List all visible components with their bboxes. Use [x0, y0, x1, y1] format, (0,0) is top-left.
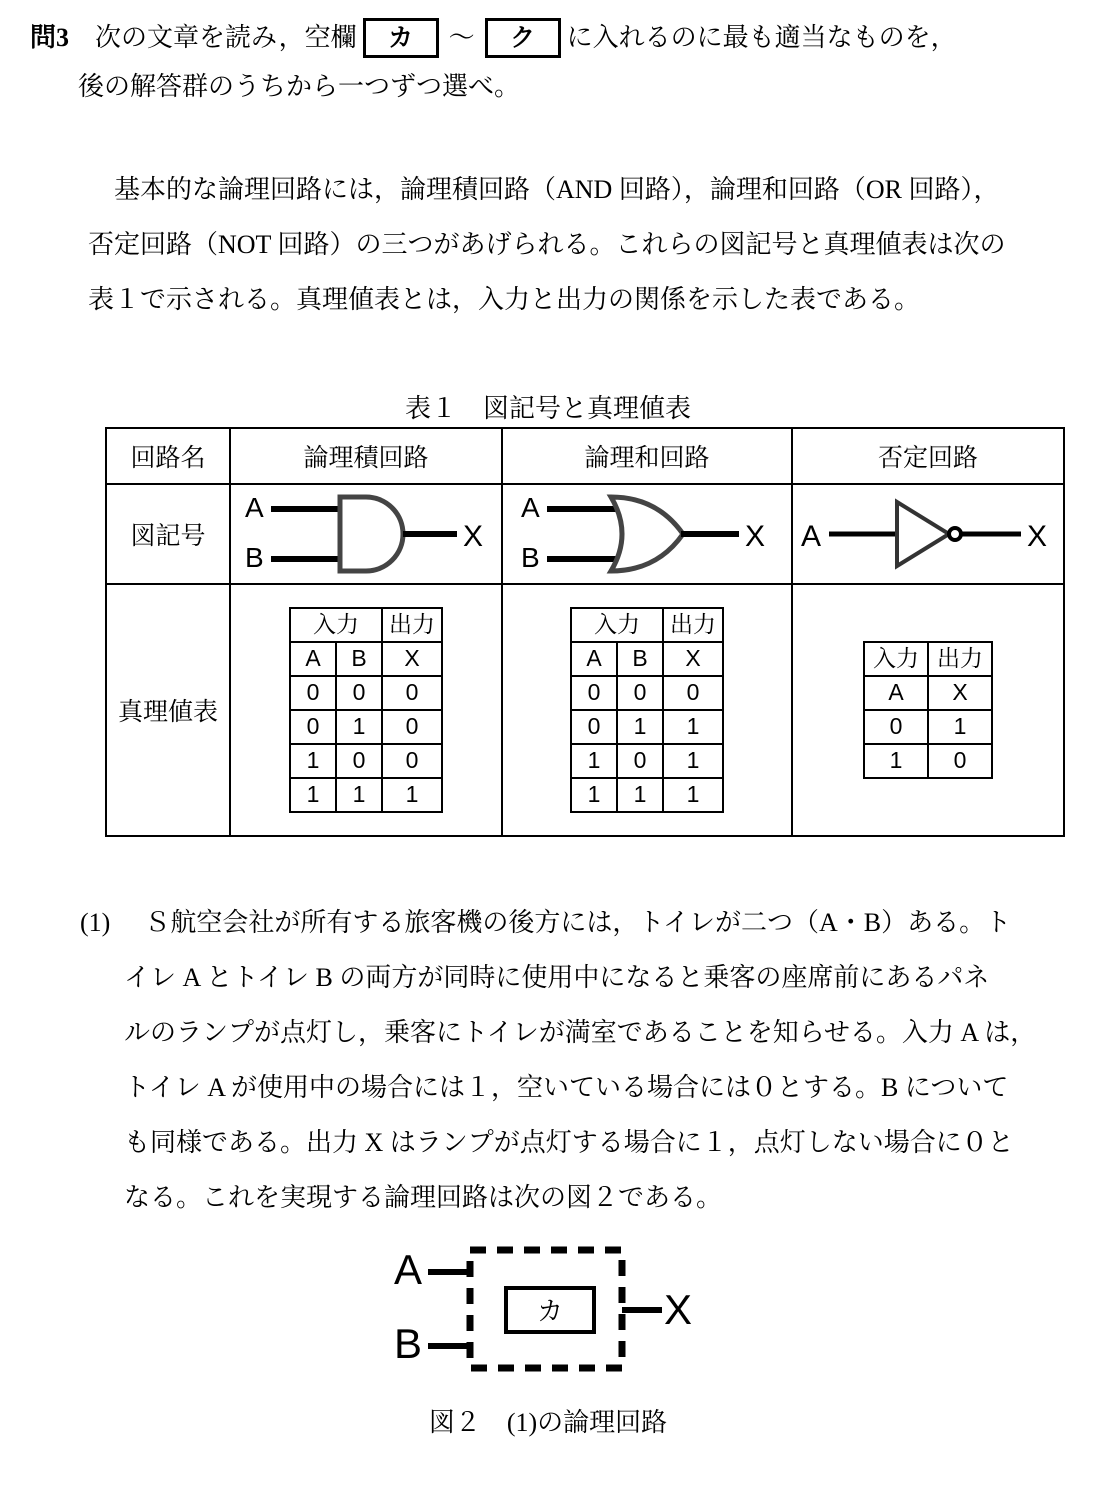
- tt-cell: 1: [571, 778, 617, 812]
- tt-cell: 1: [928, 710, 992, 744]
- tt-cell: 1: [290, 778, 336, 812]
- tt-cell: 1: [382, 778, 442, 812]
- tt-header-input: 入力: [290, 608, 382, 642]
- tt-cell: 0: [382, 744, 442, 778]
- tt-col-x: X: [928, 676, 992, 710]
- tt-col-x: X: [663, 642, 723, 676]
- tt-cell: 0: [571, 710, 617, 744]
- tt-cell: 1: [617, 710, 663, 744]
- tt-header-output: 出力: [663, 608, 723, 642]
- tt-cell: 0: [382, 710, 442, 744]
- question-text-after-blank: に入れるのに最も適当なものを，: [566, 23, 957, 52]
- table1: [105, 427, 1065, 837]
- and-gate-icon: [235, 489, 497, 579]
- tt-header-row: [571, 608, 723, 642]
- tt-col-x: X: [382, 642, 442, 676]
- tt-col-a: A: [290, 642, 336, 676]
- tt-row: [571, 710, 723, 744]
- tt-col-row: [864, 676, 992, 710]
- tt-header-input: 入力: [571, 608, 663, 642]
- figure2-input-a-label: A: [394, 1246, 423, 1293]
- answer-blank-ku[interactable]: ク: [485, 18, 561, 58]
- tt-row: [571, 676, 723, 710]
- tt-cell: 1: [290, 744, 336, 778]
- not-input-a-label: A: [801, 520, 822, 553]
- tt-row: [864, 744, 992, 778]
- section1-marker: (1): [80, 908, 111, 937]
- table1-col-header-and: 論理積回路: [230, 428, 502, 484]
- figure2-output-x-label: X: [664, 1286, 693, 1333]
- table1-caption: 表１ 図記号と真理値表: [404, 394, 691, 423]
- and-gate-diagram: [231, 485, 501, 583]
- tt-cell: 0: [663, 676, 723, 710]
- or-gate-diagram: [503, 485, 791, 583]
- or-truth-table-cell: [502, 584, 792, 836]
- intro-line-2: 否定回路（NOT 回路）の三つがあげられる。これらの図記号と真理値表は次の: [88, 230, 1006, 259]
- tt-cell: 1: [336, 710, 382, 744]
- tt-cell: 1: [864, 744, 928, 778]
- and-output-x-label: X: [463, 520, 484, 553]
- tt-cell: 0: [864, 710, 928, 744]
- tt-row: [571, 778, 723, 812]
- tt-cell: 1: [663, 710, 723, 744]
- section1-line-6: なる。これを実現する論理回路は次の図２である。: [124, 1183, 723, 1212]
- tt-cell: 1: [663, 744, 723, 778]
- tt-row: [290, 676, 442, 710]
- question-heading-line1: [30, 14, 1070, 62]
- not-gate-icon: [797, 489, 1059, 579]
- section1-line-4: トイレ A が使用中の場合には１，空いている場合には０とする。B について: [124, 1073, 1009, 1102]
- tt-col-b: B: [336, 642, 382, 676]
- and-truth-table: [289, 607, 443, 813]
- tt-header-output: 出力: [928, 642, 992, 676]
- tt-cell: 0: [290, 676, 336, 710]
- tt-row: [290, 778, 442, 812]
- section1-line-5: も同様である。出力 X はランプが点灯する場合に１，点灯しない場合に０と: [124, 1128, 1014, 1157]
- or-input-b-label: B: [521, 542, 540, 573]
- intro-paragraph: [88, 162, 1005, 327]
- tt-col-a: A: [571, 642, 617, 676]
- or-output-x-label: X: [745, 520, 766, 553]
- tt-cell: 0: [290, 710, 336, 744]
- tt-cell: 1: [617, 778, 663, 812]
- tt-header-row: [864, 642, 992, 676]
- table1-row-label-name: 回路名: [106, 428, 230, 484]
- and-input-b-label: B: [245, 542, 264, 573]
- or-input-a-label: A: [521, 492, 540, 523]
- and-input-a-label: A: [245, 492, 264, 523]
- tt-col-row: [571, 642, 723, 676]
- tt-cell: 1: [571, 744, 617, 778]
- table1-col-header-or: 論理和回路: [502, 428, 792, 484]
- tt-header-row: [290, 608, 442, 642]
- question-heading: [30, 14, 1070, 112]
- table1-row-label-symbol: 図記号: [106, 484, 230, 584]
- intro-line-3: 表１で示される。真理値表とは，入力と出力の関係を示した表である。: [88, 285, 921, 314]
- tt-col-b: B: [617, 642, 663, 676]
- or-truth-table: [570, 607, 724, 813]
- not-output-x-label: X: [1027, 520, 1048, 553]
- table1-truthtable-row: [106, 584, 1064, 836]
- range-tilde: ～: [448, 23, 475, 52]
- section1-paragraph: [80, 895, 1036, 1225]
- tt-row: [290, 710, 442, 744]
- or-gate-cell: [502, 484, 792, 584]
- tt-cell: 0: [382, 676, 442, 710]
- tt-header-input: 入力: [864, 642, 928, 676]
- section1-line-1: (1) Ｓ航空会社が所有する旅客機の後方には，トイレが二つ（A・B）ある。ト: [80, 908, 1012, 937]
- tt-cell: 0: [617, 744, 663, 778]
- or-gate-icon: [511, 489, 783, 579]
- and-gate-cell: [230, 484, 502, 584]
- figure2-blank-label-ka: カ: [536, 1296, 564, 1326]
- figure2: [0, 1236, 1096, 1376]
- not-truth-table: [863, 641, 993, 779]
- answer-blank-ka[interactable]: カ: [363, 18, 439, 58]
- and-truth-table-cell: [230, 584, 502, 836]
- intro-line-1: 基本的な論理回路には，論理積回路（AND 回路），論理和回路（OR 回路），: [114, 175, 1000, 204]
- section1-line-3: ルのランプが点灯し，乗客にトイレが満室であることを知らせる。入力 A は，: [124, 1018, 1037, 1047]
- tt-cell: 0: [617, 676, 663, 710]
- question-heading-line2: 後の解答群のうちから一つずつ選べ。: [78, 72, 521, 101]
- tt-row: [290, 744, 442, 778]
- tt-cell: 1: [663, 778, 723, 812]
- table1-symbol-row: [106, 484, 1064, 584]
- tt-cell: 0: [571, 676, 617, 710]
- tt-row: [864, 710, 992, 744]
- tt-col-a: A: [864, 676, 928, 710]
- section1-line-2: イレ A とトイレ B の両方が同時に使用中になると乗客の座席前にあるパネ: [124, 963, 990, 992]
- tt-cell: 0: [928, 744, 992, 778]
- table1-col-header-not: 否定回路: [792, 428, 1064, 484]
- not-gate-cell: [792, 484, 1064, 584]
- figure2-caption: 図２ (1)の論理回路: [428, 1408, 668, 1437]
- not-gate-diagram: [793, 485, 1063, 583]
- figure2-circuit-diagram: [378, 1236, 718, 1376]
- tt-cell: 1: [336, 778, 382, 812]
- tt-header-output: 出力: [382, 608, 442, 642]
- tt-cell: 0: [336, 744, 382, 778]
- question-text-before-blank: 次の文章を読み，空欄: [95, 23, 357, 52]
- figure2-input-b-label: B: [394, 1320, 423, 1367]
- tt-col-row: [290, 642, 442, 676]
- question-number: 問3: [30, 23, 70, 52]
- tt-cell: 0: [336, 676, 382, 710]
- not-truth-table-cell: [792, 584, 1064, 836]
- table1-header-row: [106, 428, 1064, 484]
- table1-row-label-truthtable: 真理値表: [106, 584, 230, 836]
- tt-row: [571, 744, 723, 778]
